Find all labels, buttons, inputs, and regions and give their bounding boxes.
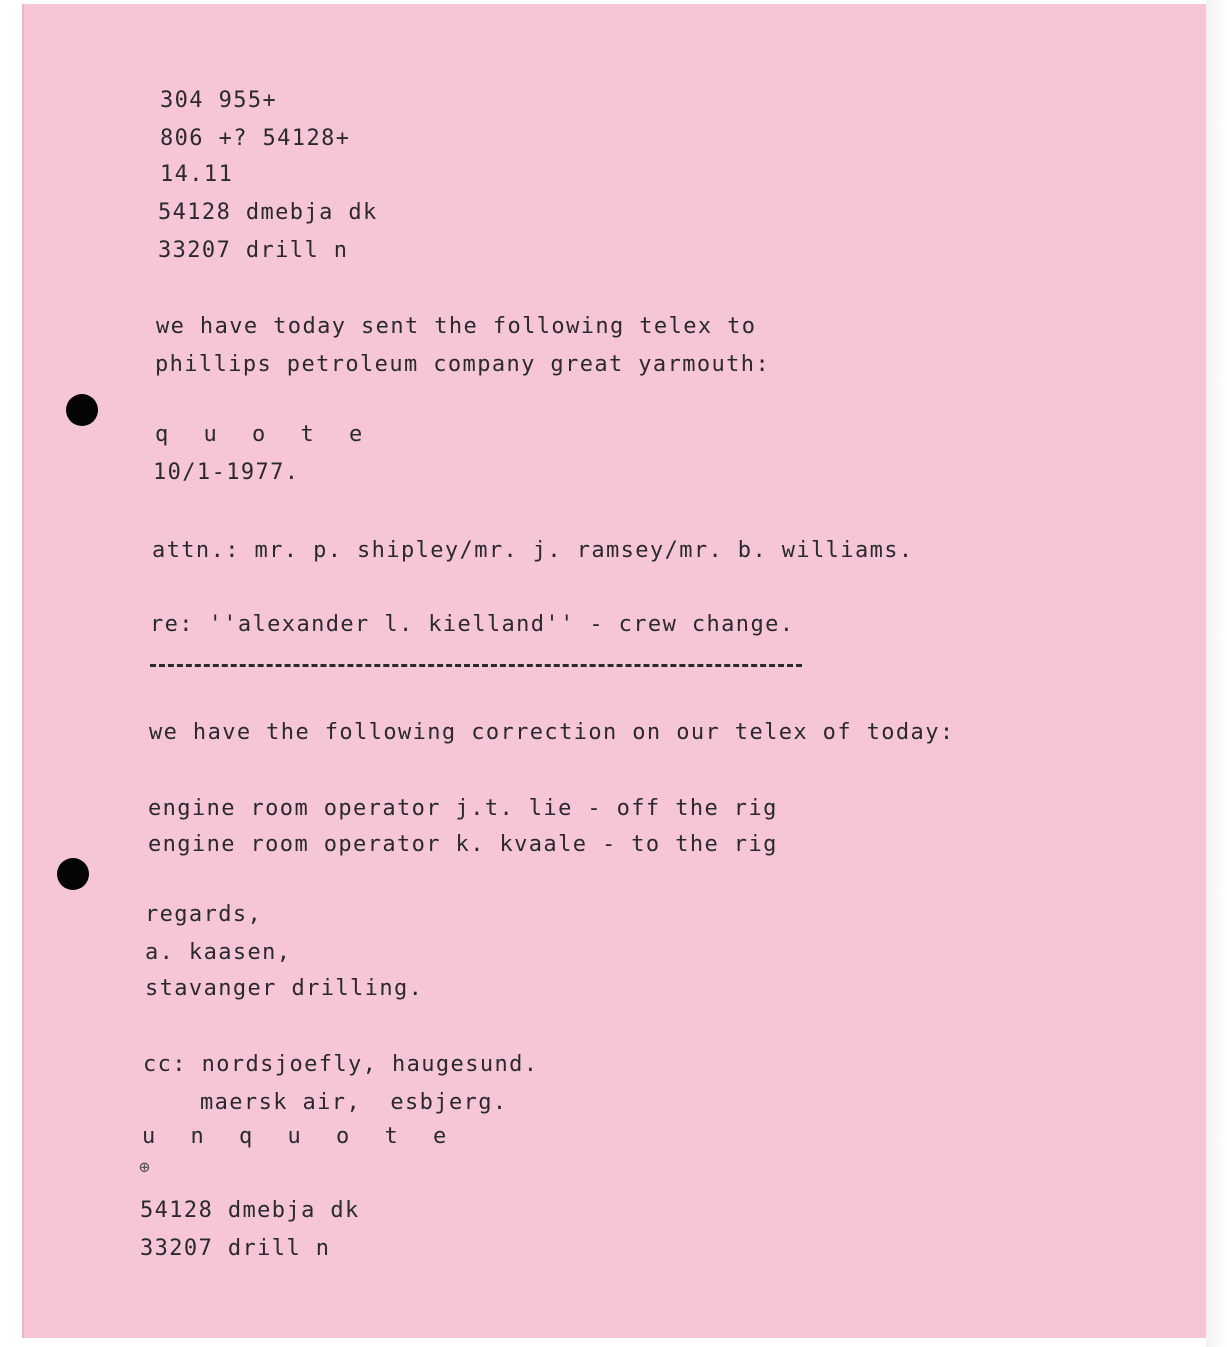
cc-line-2: maersk air, esbjerg. [200,1090,508,1115]
quote-close: u n q u o t e [142,1124,458,1149]
quote-open: q u o t e [155,422,374,447]
footer-line-2: 33207 drill n [140,1236,331,1261]
intro-line-1: we have today sent the following telex to [156,314,757,339]
header-line-4: 54128 dmebja dk [158,200,378,225]
header-line-1: 304 955+ [160,88,278,113]
subject-line: re: ''alexander l. kielland'' - crew change. [150,612,795,637]
correction-intro: we have the following correction on our telex of today: [149,720,955,745]
page-edge [1206,0,1227,1347]
footer-line-1: 54128 dmebja dk [140,1198,360,1223]
correction-line-2: engine room operator k. kvaale - to the rig [148,832,778,857]
end-mark-icon: ⊕ [139,1157,150,1178]
message-date: 10/1-1977. [153,460,300,485]
header-line-3: 14.11 [160,162,234,187]
attention-line: attn.: mr. p. shipley/mr. j. ramsey/mr. b. williams. [152,538,914,563]
signoff-regards: regards, [145,902,263,927]
header-line-2: 806 +? 54128+ [160,126,351,151]
header-line-5: 33207 drill n [158,238,349,263]
signoff-name: a. kaasen, [145,940,292,965]
subject-underline [150,664,802,667]
intro-line-2: phillips petroleum company great yarmouth: [155,352,771,377]
signoff-company: stavanger drilling. [145,976,424,1001]
correction-line-1: engine room operator j.t. lie - off the rig [148,796,778,821]
cc-line-1: cc: nordsjoefly, haugesund. [143,1052,539,1077]
punch-hole-bottom [57,858,89,890]
punch-hole-top [66,394,98,426]
